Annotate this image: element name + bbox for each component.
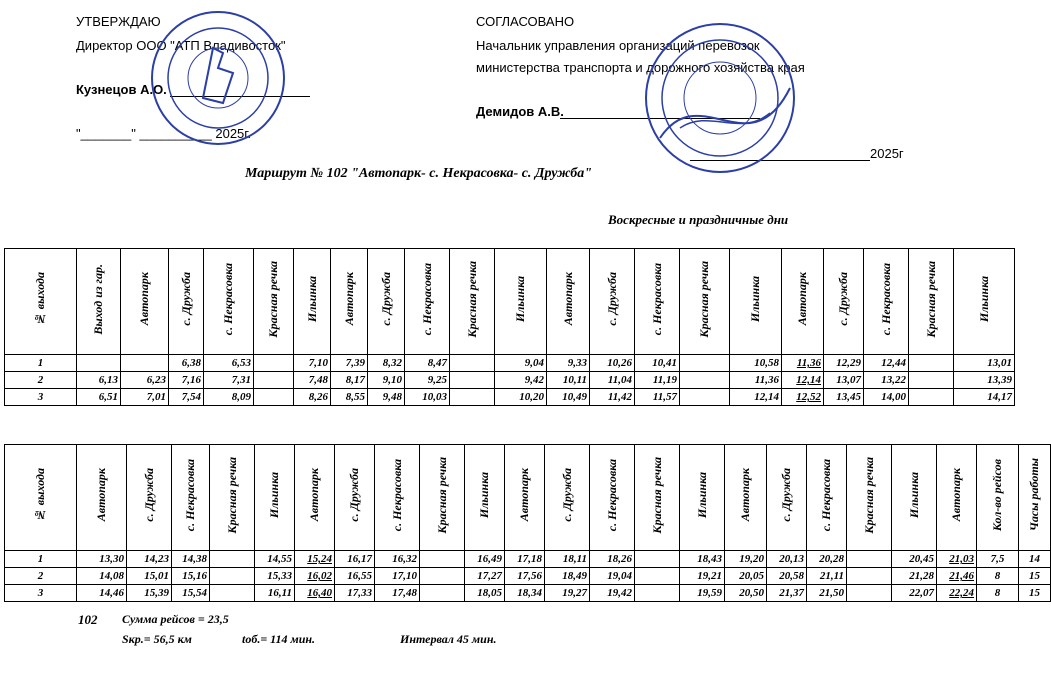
approval-name-right: Демидов А.В. xyxy=(476,104,564,119)
cell: 16,32 xyxy=(375,551,420,568)
cell: 2 xyxy=(5,372,77,389)
approval-date-left: "_______" __________ 2025г. xyxy=(76,126,252,141)
cell: 7,10 xyxy=(294,355,331,372)
col-header: с. Дружба xyxy=(545,445,590,551)
cell: 15,33 xyxy=(255,568,295,585)
cell: 13,30 xyxy=(77,551,127,568)
cell: 20,28 xyxy=(807,551,847,568)
col-header: с. Дружба xyxy=(169,249,204,355)
cell xyxy=(77,355,121,372)
cell: 17,33 xyxy=(335,585,375,602)
col-header: с. Некрасовка xyxy=(864,249,909,355)
sum-trips: Сумма рейсов = 23,5 xyxy=(122,612,229,626)
route-number: 102 xyxy=(78,612,98,627)
cell: 15,24 xyxy=(295,551,335,568)
cell: 13,01 xyxy=(954,355,1015,372)
cell xyxy=(210,568,255,585)
cell: 6,13 xyxy=(77,372,121,389)
col-header: Автопарк xyxy=(505,445,545,551)
col-header: Автопарк xyxy=(937,445,977,551)
col-header: Кол-во рейсов xyxy=(977,445,1019,551)
turnover-time: tоб.= 114 мин. xyxy=(242,632,316,646)
col-header: Ильинка xyxy=(255,445,295,551)
cell: 6,53 xyxy=(204,355,254,372)
cell xyxy=(450,389,495,406)
cell: 6,38 xyxy=(169,355,204,372)
route-title: Маршрут № 102 "Автопарк- с. Некрасовка- с. Дружба" xyxy=(245,166,593,181)
cell xyxy=(450,355,495,372)
cell: 9,33 xyxy=(547,355,590,372)
route-distance: Sкр.= 56,5 км xyxy=(122,632,192,646)
cell: 18,34 xyxy=(505,585,545,602)
cell: 10,58 xyxy=(730,355,782,372)
col-header: с. Некрасовка xyxy=(635,249,680,355)
cell: 7,5 xyxy=(977,551,1019,568)
cell: 9,25 xyxy=(405,372,450,389)
cell: 16,49 xyxy=(465,551,505,568)
cell: 13,39 xyxy=(954,372,1015,389)
cell: 12,52 xyxy=(782,389,824,406)
col-header: Автопарк xyxy=(77,445,127,551)
cell: 14,38 xyxy=(172,551,210,568)
cell: 11,42 xyxy=(590,389,635,406)
col-header: с. Дружба xyxy=(335,445,375,551)
col-header: № выхода xyxy=(5,445,77,551)
cell: 11,04 xyxy=(590,372,635,389)
approval-position-left: Директор ООО "АТП Владивосток" xyxy=(76,38,286,53)
col-header: Красная речка xyxy=(635,445,680,551)
cell: 7,48 xyxy=(294,372,331,389)
approval-heading-left: УТВЕРЖДАЮ xyxy=(76,14,161,29)
col-header: Автопарк xyxy=(725,445,767,551)
col-header: с. Некрасовка xyxy=(204,249,254,355)
approval-position-right-1: Начальник управления организаций перевозок xyxy=(476,38,760,53)
col-header: с. Дружба xyxy=(127,445,172,551)
cell: 6,51 xyxy=(77,389,121,406)
table-row xyxy=(5,568,1051,585)
cell xyxy=(680,389,730,406)
table-row xyxy=(5,372,1015,389)
cell: 10,20 xyxy=(495,389,547,406)
cell xyxy=(680,372,730,389)
cell: 17,48 xyxy=(375,585,420,602)
cell: 1 xyxy=(5,355,77,372)
approval-name-left: Кузнецов А.О. xyxy=(76,82,167,97)
cell: 15,16 xyxy=(172,568,210,585)
col-header: Красная речка xyxy=(680,249,730,355)
cell: 10,49 xyxy=(547,389,590,406)
cell: 14,55 xyxy=(255,551,295,568)
col-header: Красная речка xyxy=(420,445,465,551)
cell: 8,32 xyxy=(368,355,405,372)
cell: 14,00 xyxy=(864,389,909,406)
table-row xyxy=(5,551,1051,568)
cell: 13,45 xyxy=(824,389,864,406)
cell: 12,29 xyxy=(824,355,864,372)
table-row xyxy=(5,389,1015,406)
col-header: Ильинка xyxy=(892,445,937,551)
cell xyxy=(909,389,954,406)
col-header: Автопарк xyxy=(331,249,368,355)
table1-header-row xyxy=(5,249,1015,355)
cell: 17,18 xyxy=(505,551,545,568)
col-header: Автопарк xyxy=(782,249,824,355)
approval-heading-right: СОГЛАСОВАНО xyxy=(476,14,575,29)
cell: 17,10 xyxy=(375,568,420,585)
cell: 18,11 xyxy=(545,551,590,568)
cell: 10,26 xyxy=(590,355,635,372)
cell: 14,23 xyxy=(127,551,172,568)
col-header: с. Дружба xyxy=(590,249,635,355)
left-seal-stamp xyxy=(148,8,288,148)
col-header: Красная речка xyxy=(210,445,255,551)
cell: 11,57 xyxy=(635,389,680,406)
table-row xyxy=(5,355,1015,372)
cell: 16,40 xyxy=(295,585,335,602)
cell: 11,36 xyxy=(730,372,782,389)
cell: 10,03 xyxy=(405,389,450,406)
cell: 17,27 xyxy=(465,568,505,585)
col-header: Ильинка xyxy=(730,249,782,355)
col-header: Автопарк xyxy=(295,445,335,551)
cell xyxy=(680,355,730,372)
cell: 21,11 xyxy=(807,568,847,585)
cell: 14,17 xyxy=(954,389,1015,406)
col-header: Автопарк xyxy=(121,249,169,355)
cell: 3 xyxy=(5,389,77,406)
cell: 8,17 xyxy=(331,372,368,389)
cell: 12,44 xyxy=(864,355,909,372)
cell: 7,01 xyxy=(121,389,169,406)
cell: 20,50 xyxy=(725,585,767,602)
cell xyxy=(847,568,892,585)
col-header: Ильинка xyxy=(294,249,331,355)
cell xyxy=(847,585,892,602)
table2-header-row xyxy=(5,445,1051,551)
cell: 16,55 xyxy=(335,568,375,585)
col-header: Выход из гар. xyxy=(77,249,121,355)
cell: 14,46 xyxy=(77,585,127,602)
cell: 19,21 xyxy=(680,568,725,585)
col-header: Ильинка xyxy=(495,249,547,355)
schedule-table-evening xyxy=(4,444,1051,602)
cell: 22,07 xyxy=(892,585,937,602)
col-header: с. Дружба xyxy=(767,445,807,551)
cell: 21,28 xyxy=(892,568,937,585)
cell: 18,26 xyxy=(590,551,635,568)
cell: 10,11 xyxy=(547,372,590,389)
col-header: Красная речка xyxy=(847,445,892,551)
cell xyxy=(847,551,892,568)
approval-position-right-2: министерства транспорта и дорожного хозяйства края xyxy=(476,60,805,75)
cell: 7,54 xyxy=(169,389,204,406)
cell: 21,46 xyxy=(937,568,977,585)
cell xyxy=(635,568,680,585)
cell: 21,37 xyxy=(767,585,807,602)
cell: 13,07 xyxy=(824,372,864,389)
col-header: Часы работы xyxy=(1019,445,1051,551)
cell: 9,42 xyxy=(495,372,547,389)
cell: 20,45 xyxy=(892,551,937,568)
cell: 9,10 xyxy=(368,372,405,389)
col-header: с. Дружба xyxy=(368,249,405,355)
col-header: Красная речка xyxy=(450,249,495,355)
cell: 7,16 xyxy=(169,372,204,389)
cell: 7,31 xyxy=(204,372,254,389)
cell xyxy=(635,585,680,602)
col-header: Красная речка xyxy=(909,249,954,355)
cell: 20,05 xyxy=(725,568,767,585)
schedule-table-morning xyxy=(4,248,1015,406)
cell: 8,55 xyxy=(331,389,368,406)
cell: 12,14 xyxy=(730,389,782,406)
cell xyxy=(909,355,954,372)
cell: 11,19 xyxy=(635,372,680,389)
cell: 16,02 xyxy=(295,568,335,585)
cell: 19,42 xyxy=(590,585,635,602)
cell: 22,24 xyxy=(937,585,977,602)
cell: 2 xyxy=(5,568,77,585)
col-header: с. Некрасовка xyxy=(590,445,635,551)
col-header: Ильинка xyxy=(465,445,505,551)
cell: 8,47 xyxy=(405,355,450,372)
cell: 9,48 xyxy=(368,389,405,406)
cell xyxy=(420,585,465,602)
cell: 18,43 xyxy=(680,551,725,568)
cell xyxy=(254,372,294,389)
cell: 8 xyxy=(977,568,1019,585)
cell: 19,20 xyxy=(725,551,767,568)
cell: 21,03 xyxy=(937,551,977,568)
cell: 8,09 xyxy=(204,389,254,406)
col-header: Автопарк xyxy=(547,249,590,355)
right-seal-stamp xyxy=(640,18,800,178)
cell: 3 xyxy=(5,585,77,602)
cell: 15,01 xyxy=(127,568,172,585)
col-header: Ильинка xyxy=(680,445,725,551)
cell xyxy=(420,568,465,585)
cell: 20,58 xyxy=(767,568,807,585)
cell xyxy=(121,355,169,372)
cell: 15,39 xyxy=(127,585,172,602)
cell: 19,27 xyxy=(545,585,590,602)
cell: 15,54 xyxy=(172,585,210,602)
cell: 1 xyxy=(5,551,77,568)
col-header: № выхода xyxy=(5,249,77,355)
cell xyxy=(420,551,465,568)
cell xyxy=(635,551,680,568)
table-row xyxy=(5,585,1051,602)
col-header: Ильинка xyxy=(954,249,1015,355)
cell: 19,59 xyxy=(680,585,725,602)
col-header: с. Некрасовка xyxy=(807,445,847,551)
cell: 12,14 xyxy=(782,372,824,389)
cell: 8 xyxy=(977,585,1019,602)
cell: 19,04 xyxy=(590,568,635,585)
cell: 14 xyxy=(1019,551,1051,568)
approval-date-right: 2025г xyxy=(870,146,904,161)
col-header: с. Дружба xyxy=(824,249,864,355)
col-header: Красная речка xyxy=(254,249,294,355)
cell: 17,56 xyxy=(505,568,545,585)
cell xyxy=(210,585,255,602)
cell: 9,04 xyxy=(495,355,547,372)
cell: 8,26 xyxy=(294,389,331,406)
cell xyxy=(450,372,495,389)
cell xyxy=(254,355,294,372)
cell: 20,13 xyxy=(767,551,807,568)
cell: 6,23 xyxy=(121,372,169,389)
cell xyxy=(254,389,294,406)
cell: 18,05 xyxy=(465,585,505,602)
col-header: с. Некрасовка xyxy=(375,445,420,551)
col-header: с. Некрасовка xyxy=(405,249,450,355)
cell: 7,39 xyxy=(331,355,368,372)
day-type-label: Воскресные и праздничные дни xyxy=(608,212,789,227)
cell: 21,50 xyxy=(807,585,847,602)
cell: 16,11 xyxy=(255,585,295,602)
cell: 10,41 xyxy=(635,355,680,372)
cell: 15 xyxy=(1019,568,1051,585)
cell: 16,17 xyxy=(335,551,375,568)
cell: 15 xyxy=(1019,585,1051,602)
interval: Интервал 45 мин. xyxy=(400,632,497,646)
cell: 14,08 xyxy=(77,568,127,585)
col-header: с. Некрасовка xyxy=(172,445,210,551)
cell xyxy=(210,551,255,568)
cell: 11,36 xyxy=(782,355,824,372)
cell: 13,22 xyxy=(864,372,909,389)
cell: 18,49 xyxy=(545,568,590,585)
cell xyxy=(909,372,954,389)
